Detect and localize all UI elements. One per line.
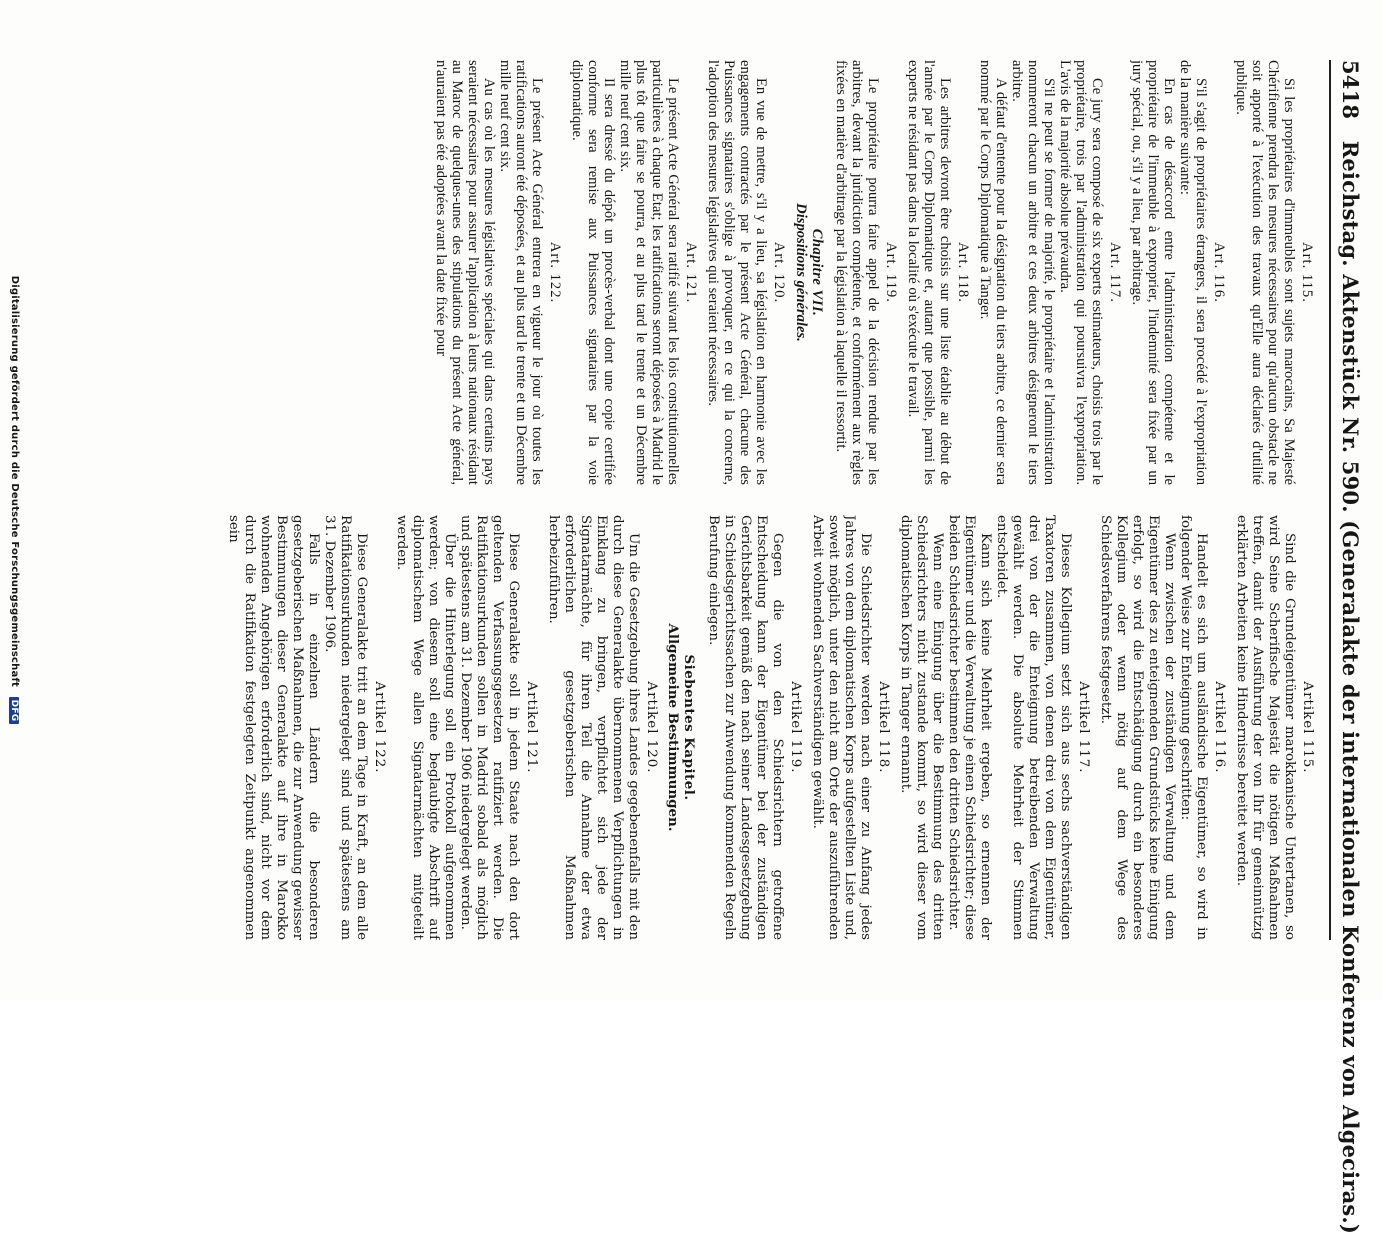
article-paragraph: Le présent Acte Général entrera en vigueur le jour où toutes les ratifications auront été déposées, et au plus tard le trente et un Décembre mille neuf cent six. [497, 60, 545, 485]
article-paragraph: Les arbitres devront être choisis sur une liste établie au début de l'année par le Corps Diplomatique et, autant que possible, parmi les experts ne résidant pas dans la localité où s'exécute le travail. [905, 60, 953, 485]
article-heading: Artikel 122. [372, 681, 387, 774]
chapter-title: Dispositions générales. [793, 203, 809, 342]
article-paragraph: Ce jury sera composé de six experts estimateurs, choisis trois par le propriétaire, trois par l'administration qui poursuivra l'expropriation. L'avis de la majorité absolue prévaudra. [1057, 60, 1105, 485]
chapter-heading: Siebentes Kapitel. [681, 654, 697, 801]
german-column [76, 515, 1321, 940]
header-rule [1329, 60, 1331, 940]
article-heading: Artikel 115. [1300, 681, 1315, 774]
article-paragraph: Si les propriétaires d'immeubles sont sujets marocains, Sa Majesté Chérifienne prendra les mesures nécessaires pour qu'aucun obstacle ne soit apporté à l'exécution des travaux qu'Elle aura déclarés d'utilité publique. [1233, 60, 1297, 485]
article-heading: Artikel 119. [788, 681, 803, 774]
article-paragraph: S'il s'agit de propriétaires étrangers, il sera procédé à l'expropriation de la manière suivante: [1177, 60, 1209, 485]
article-heading: Artikel 118. [876, 681, 891, 774]
page-number: 5418 [1338, 60, 1363, 120]
article-paragraph: Wenn eine Einigung über die Bestimmung des dritten Schiedsrichters nicht zustande kommt, so wird dieser vom diplomatischen Korps in Tanger ernannt. [898, 515, 945, 940]
page-header [1338, 60, 1363, 1234]
article-paragraph: A défaut d'entente pour la désignation du tiers arbitre, ce dernier sera nommé par le Corps Diplomatique à Tanger. [977, 60, 1009, 485]
article-paragraph: En vue de mettre, s'il y a lieu, sa législation en harmonie avec les engagements contractés par le présent Acte Général, chacune des Puissances signataires s'oblige à provoquer, en ce qui la concerne, l'adoption des mesures législatives qui seraient nécessaires. [705, 60, 769, 485]
article-paragraph: Gegen die von den Schiedsrichtern getroffene Entscheidung kann der Eigentümer bei der zuständigen Gerichtsbarkeit gemäß den nach seiner Landesgesetzgebung in Schiedsgerichtssachen zur Anwendung kommenden Regeln Berufung einlegen. [706, 515, 785, 940]
article-paragraph: Über die Hinterlegung soll ein Protokoll aufgenommen werden; von diesem soll eine beglaubigte Abschrift auf diplomatischem Wege allen Signatarmächten mitgeteilt werden. [394, 515, 457, 940]
article-paragraph: Falls in einzelnen Ländern die besonderen gesetzgeberischen Maßnahmen, die zur Anwendung gewisser Bestimmungen dieser Generalakte auf ihre in Marokko wohnenden Angehörigen erforderlich sind, nicht vor dem durch die Ratifikation festgelegten Zeitpunkt angenommen sein [226, 515, 321, 940]
article-heading: Artikel 120. [644, 681, 659, 774]
article-heading: Art. 119. [883, 242, 899, 303]
article-paragraph: Um die Gesetzgebung ihres Landes gegebenenfalls mit den durch diese Generalakte übernommenen Verpflichtungen in Einklang zu bringen, verpflichtet sich jede der Signatarmächte, für ihren Teil die Annahme der etwa erforderlichen gesetzgeberischen Maßnahmen herbeizuführen. [546, 515, 641, 940]
article-paragraph: Il sera dressé du dépôt un procès-verbal dont une copie certifiée conforme sera remise aux Puissances signataires par la voie diplomatique. [569, 60, 617, 485]
credit-text: Digitalisierung gefördert durch die Deutsche Forschungsgemeinschaft [9, 275, 20, 687]
chapter-title: Allgemeine Bestimmungen. [665, 623, 681, 832]
article-paragraph: Diese Generalakte soll in jedem Staate nach den dort geltenden Verfassungsgesetzen ratifiziert werden. Die Ratifikationsurkunden sollen in Madrid sobald als möglich und spätestens am 31. Dezember 1906 niedergelegt werden. [458, 515, 521, 940]
article-heading: Art. 118. [955, 242, 971, 303]
article-paragraph: Le présent Acte Général sera ratifié suivant les lois constitutionnelles particulières à chaque Etat; les ratifications seront déposées à Madrid le plus tôt que faire se pourra, et au plus tard le trente et un Décembre mille neuf cent six. [617, 60, 681, 485]
article-heading: Artikel 121. [524, 681, 539, 774]
article-paragraph: Au cas où les mesures législatives spéciales qui dans certains pays seraient nécessaires pour assurer l'application à leurs nationaux résidant au Maroc de quelques-unes des stipulations du présent Acte général, n'auraient pas été adoptées avant la date fixée pour [433, 60, 497, 485]
page-title: Reichstag. Aktenstück Nr. 590. (Generalakte der internationalen Konferenz von Algeciras.) [1338, 140, 1363, 1234]
article-heading: Art. 121. [683, 241, 699, 304]
digitization-credit [9, 0, 20, 1000]
article-paragraph: S'il ne peut se former de majorité, le propriétaire et l'administration nommeront chacun un arbitre et ces deux arbitres désigneront le tiers arbitre. [1009, 60, 1057, 485]
article-heading: Art. 120. [771, 241, 787, 304]
french-column [76, 60, 1321, 485]
article-paragraph: Dieses Kollegium setzt sich aus sechs sachverständigen Taxatoren zusammen, von denen drei von dem Eigentümer, drei von der die Enteignung betreibenden Verwaltung gewählt werden. Die absolute Mehrheit der Stimmen entscheidet. [994, 515, 1073, 940]
article-paragraph: En cas de désaccord entre l'administration compétente et le propriétaire de l'immeuble à exproprier, l'indemnité sera fixée par un jury spécial, ou, s'il y a lieu, par arbitrage. [1129, 60, 1177, 485]
article-paragraph: Die Schiedsrichter werden nach einer zu Anfang jedes Jahres von dem diplomatischen Korps aufgestellten Liste und, soweit möglich, unter den nicht am Orte der auszuführenden Arbeit wohnenden Sachverständigen gewählt. [810, 515, 873, 940]
article-heading: Art. 117. [1107, 242, 1123, 303]
article-heading: Art. 115. [1299, 242, 1315, 303]
article-paragraph: Le propriétaire pourra faire appel de la décision rendue par les arbitres, devant la juridiction compétente, et conformément aux règles fixées en matière d'arbitrage par la législation à laquelle il ressortit. [833, 60, 881, 485]
article-paragraph: Wenn zwischen der zuständigen Verwaltung und dem Eigentümer des zu enteignenden Grundstücks keine Einigung erfolgt, so wird die Entschädigung durch ein besonderes Kollegium oder wenn nötig auf dem Wege des Schiedsverfahrens festgesetzt. [1098, 515, 1177, 940]
dfg-logo: DFG [9, 697, 19, 725]
chapter-heading: Chapitre VII. [809, 228, 825, 317]
article-heading: Art. 116. [1211, 242, 1227, 303]
article-paragraph: Handelt es sich um ausländische Eigentümer, so wird in folgender Weise zur Enteignung geschritten: [1178, 515, 1209, 940]
article-heading: Art. 122. [547, 241, 563, 304]
article-paragraph: Sind die Grundeigentümer marokkanische Untertanen, so wird Seine Scherifische Majestät die nötigen Maßnahmen treffen, damit der Ausführung der von Ihr für gemeinnützig erklärten Arbeiten keine Hindernisse bereitet werden. [1234, 515, 1297, 940]
article-paragraph: Diese Generalakte tritt an dem Tage in Kraft, an dem alle Ratifikationsurkunden niedergelegt sind und spätestens am 31. Dezember 1906. [322, 515, 369, 940]
article-heading: Artikel 117. [1076, 681, 1091, 774]
article-heading: Artikel 116. [1212, 681, 1227, 774]
article-paragraph: Kann sich keine Mehrheit ergeben, so ernennen der Eigentümer und die Verwaltung je einen Schiedsrichter; diese beiden Schiedsrichter bestimmen den dritten Schiedsrichter. [946, 515, 993, 940]
